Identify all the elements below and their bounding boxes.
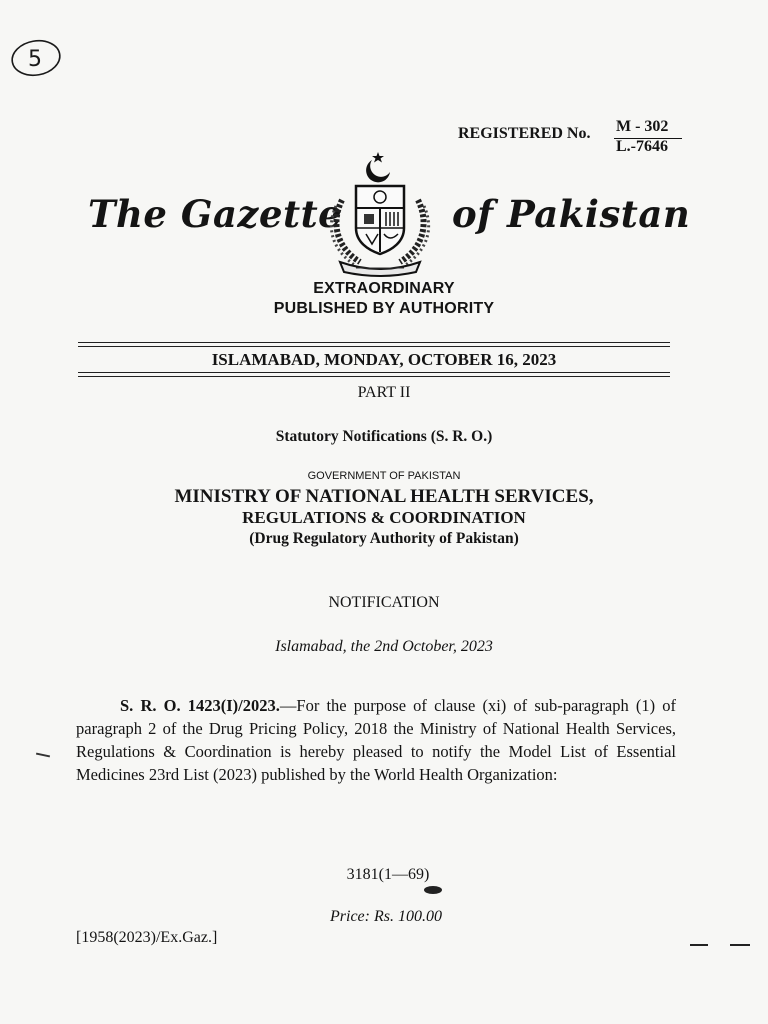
section-heading: Statutory Notifications (S. R. O.) [275, 428, 493, 445]
ministry-line-3: (Drug Regulatory Authority of Pakistan) [249, 530, 519, 547]
registered-number-block [420, 116, 690, 164]
rule-top-2 [78, 346, 670, 347]
notification-body [76, 694, 676, 786]
masthead-left: The Gazette [88, 192, 343, 236]
state-emblem-icon [320, 150, 440, 278]
notification-title: NOTIFICATION [328, 594, 440, 611]
page-reference: 3181(1—69) [346, 866, 430, 883]
rule-bottom-2 [78, 376, 670, 377]
sro-number: S. R. O. 1423(I)/2023. [120, 696, 280, 715]
rule-top-1 [78, 342, 670, 343]
part-heading: PART II [357, 384, 411, 401]
handwritten-page-mark [2, 34, 62, 78]
government-line: GOVERNMENT OF PAKISTAN [307, 470, 461, 482]
registered-number-bottom: L.-7646 [616, 138, 668, 155]
price: Price: Rs. 100.00 [330, 908, 442, 925]
extraordinary-heading: EXTRAORDINARY [313, 280, 455, 297]
notification-text: —For the purpose of clause (xi) of sub-paragraph (1) of paragraph 2 of the Drug Pricing Policy, 2018 the Ministry of National Health Services, Regulations & Coordination is hereby pleased to notify the Model List of Essential Medicines 23rd List (2023) published by the World Health Organization: [76, 696, 677, 784]
registered-label: REGISTERED No. [458, 125, 591, 142]
ink-blot [424, 886, 442, 894]
scan-mark [730, 944, 750, 946]
footer-reference: [1958(2023)/Ex.Gaz.] [76, 929, 218, 946]
notification-date: Islamabad, the 2nd October, 2023 [275, 638, 493, 655]
registered-number-top: M - 302 [616, 118, 669, 135]
scan-mark [690, 944, 708, 946]
scan-mark [36, 753, 50, 758]
svg-text:5: 5 [28, 47, 42, 72]
masthead-right: of Pakistan [452, 192, 691, 236]
rule-bottom-1 [78, 372, 670, 373]
ministry-line-1: MINISTRY OF NATIONAL HEALTH SERVICES, [174, 486, 594, 507]
published-by-authority: PUBLISHED BY AUTHORITY [273, 300, 495, 317]
ministry-line-2: REGULATIONS & COORDINATION [242, 508, 526, 527]
dateline: ISLAMABAD, MONDAY, OCTOBER 16, 2023 [211, 350, 557, 369]
